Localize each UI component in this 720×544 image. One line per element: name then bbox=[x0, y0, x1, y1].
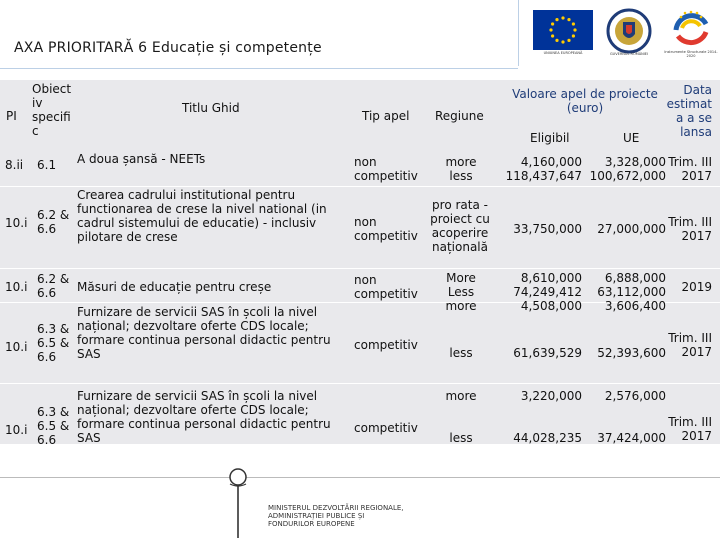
row5-data: Trim. III 2017 bbox=[668, 415, 712, 443]
header-divider bbox=[0, 68, 518, 69]
ministry-logo-mark bbox=[214, 466, 260, 544]
row4-pi: 10.i bbox=[5, 340, 28, 354]
row1-pi: 8.ii bbox=[5, 158, 24, 172]
header-data: Data estimat a a se lansa bbox=[666, 83, 712, 139]
row3-data: 2019 bbox=[681, 280, 712, 294]
row2-eligibil: 33,750,000 bbox=[513, 222, 582, 236]
row1-ue: 3,328,000 100,672,000 bbox=[589, 155, 666, 183]
row5-ue: 2,576,000 37,424,000 bbox=[597, 389, 666, 445]
row3-titlu: Măsuri de educație pentru creșe bbox=[77, 280, 272, 294]
row3-ue: 6,888,000 63,112,000 3,606,400 bbox=[597, 271, 666, 313]
row1-titlu: A doua șansă - NEETs bbox=[77, 152, 206, 166]
row2-obiectiv: 6.2 & 6.6 bbox=[37, 208, 70, 236]
header-vertical-divider bbox=[518, 0, 519, 66]
row2-regiune: pro rata - proiect cu acoperire națională bbox=[430, 198, 490, 254]
row4-tip: competitiv bbox=[354, 338, 418, 352]
row4-obiectiv: 6.3 & 6.5 & 6.6 bbox=[37, 322, 70, 364]
row2-data: Trim. III 2017 bbox=[668, 215, 712, 243]
row2-ue: 27,000,000 bbox=[597, 222, 666, 236]
header-valoare: Valoare apel de proiecte (euro) bbox=[512, 87, 658, 115]
ro-logo-caption: Instrumente Structurale 2014-2020 bbox=[664, 50, 718, 58]
row3-eligibil: 8,610,000 74,249,412 4,508,000 bbox=[513, 271, 582, 313]
row1-eligibil: 4,160,000 118,437,647 bbox=[505, 155, 582, 183]
table-row-separator bbox=[0, 268, 720, 269]
row4-titlu: Furnizare de servicii SAS în școli la nivel național; dezvoltare oferte CDS locale; formare continua personal didactic pentru SAS bbox=[77, 305, 331, 361]
header-eligibil: Eligibil bbox=[530, 131, 570, 145]
header-ue: UE bbox=[623, 131, 640, 145]
header-obiectiv: Obiect iv specifi c bbox=[32, 82, 72, 138]
row1-regiune: more less bbox=[445, 155, 477, 183]
row1-obiectiv: 6.1 bbox=[37, 158, 57, 172]
footer-divider bbox=[0, 477, 720, 478]
header-pi: PI bbox=[6, 109, 17, 123]
header-regiune: Regiune bbox=[435, 109, 484, 123]
row5-eligibil: 3,220,000 44,028,235 bbox=[513, 389, 582, 445]
row5-obiectiv: 6.3 & 6.5 & 6.6 bbox=[37, 405, 70, 447]
gov-logo-caption: GUVERNUL ROMÂNIEI bbox=[609, 52, 649, 56]
eu-logo-caption: UNIUNEA EUROPEANĂ bbox=[543, 51, 583, 55]
ministry-name: MINISTERUL DEZVOLTĂRII REGIONALE, ADMINISTRAȚIEI PUBLICE ȘI FONDURILOR EUROPENE bbox=[268, 504, 404, 528]
header-titlu-ghid: Titlu Ghid bbox=[182, 101, 240, 115]
row4-ue: 52,393,600 bbox=[597, 346, 666, 360]
row5-titlu: Furnizare de servicii SAS în școli la nivel național; dezvoltare oferte CDS locale; formare continua personal didactic pentru SAS bbox=[77, 389, 331, 445]
row3-regiune: More Less more bbox=[445, 271, 477, 313]
row2-titlu: Crearea cadrului institutional pentru functionarea de crese la nivel national (in cadrul sistemului de educatie) - inclusiv pilotare de crese bbox=[77, 188, 327, 244]
table-row-separator bbox=[0, 186, 720, 187]
row2-tip: non competitiv bbox=[354, 215, 418, 243]
row2-pi: 10.i bbox=[5, 216, 28, 230]
row3-tip: non competitiv bbox=[354, 273, 418, 301]
government-seal-logo bbox=[606, 8, 652, 62]
eu-flag-logo bbox=[533, 10, 593, 58]
row1-data: Trim. III 2017 bbox=[668, 155, 712, 183]
row3-pi: 10.i bbox=[5, 280, 28, 294]
row1-tip: non competitiv bbox=[354, 155, 418, 183]
row5-pi: 10.i bbox=[5, 423, 28, 437]
row4-regiune: less bbox=[449, 346, 473, 360]
page-title: AXA PRIORITARĂ 6 Educație și competențe bbox=[14, 40, 322, 56]
table-row-separator bbox=[0, 383, 720, 384]
row4-eligibil: 61,639,529 bbox=[513, 346, 582, 360]
row5-tip: competitiv bbox=[354, 421, 418, 435]
row3-obiectiv: 6.2 & 6.6 bbox=[37, 272, 70, 300]
row5-regiune: more less bbox=[445, 389, 477, 445]
structural-instruments-logo bbox=[666, 6, 716, 56]
row4-data: Trim. III 2017 bbox=[668, 331, 712, 359]
header-tip-apel: Tip apel bbox=[362, 109, 410, 123]
